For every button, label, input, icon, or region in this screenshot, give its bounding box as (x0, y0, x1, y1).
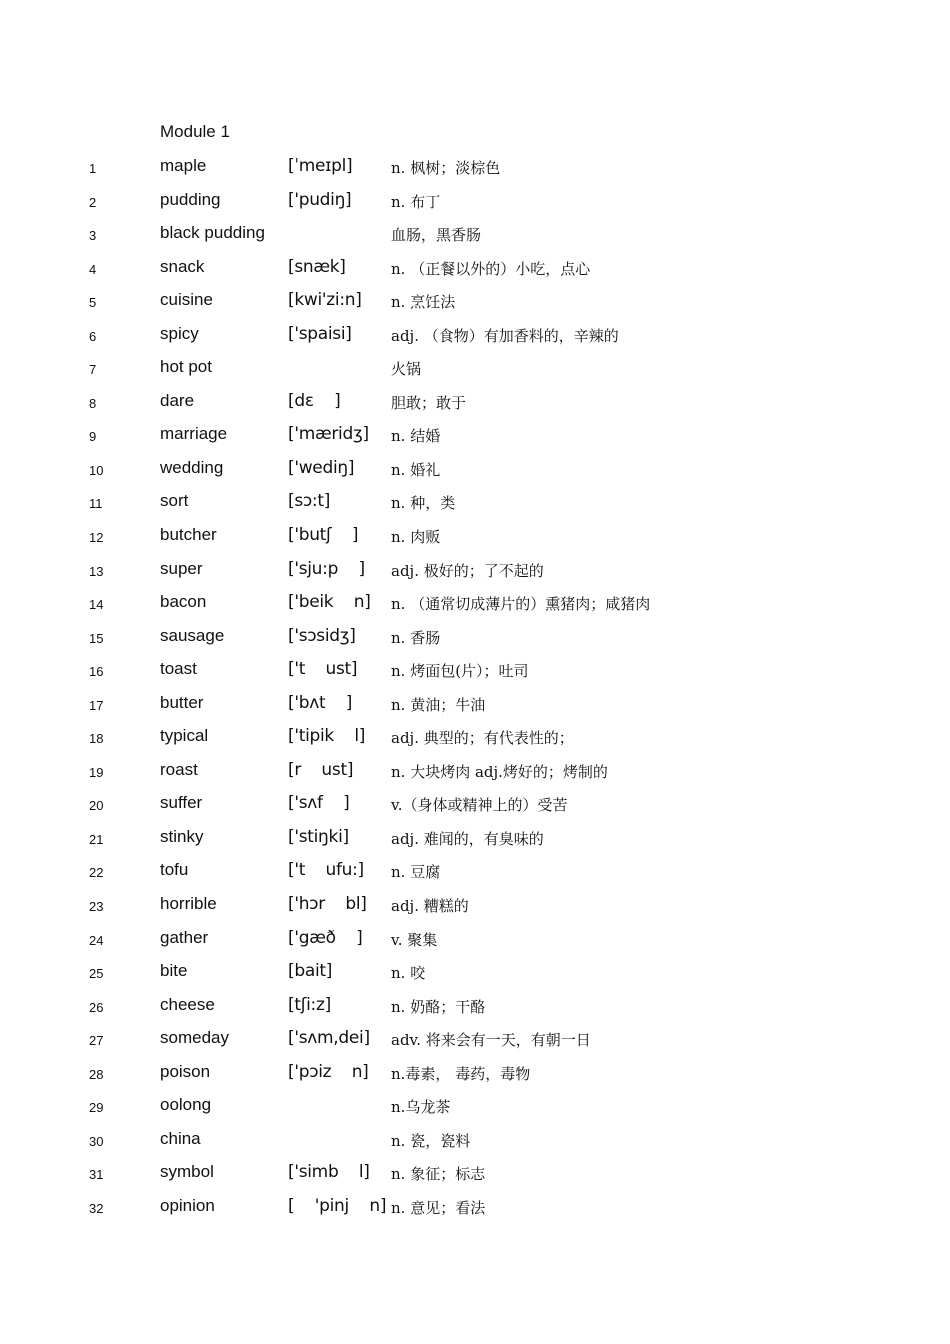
entry-phonetic: ['simb l] (288, 1162, 370, 1183)
entry-number: 9 (89, 429, 97, 445)
entry-number: 31 (89, 1167, 104, 1183)
entry-phonetic: [snæk] (288, 256, 346, 277)
vocab-row (0, 155, 950, 189)
entry-meaning: n. （正餐以外的）小吃，点心 (391, 259, 591, 278)
entry-number: 13 (89, 563, 104, 579)
entry-word: gather (160, 927, 209, 947)
entry-meaning: adj. 糟糕的 (391, 897, 469, 916)
entry-number: 3 (89, 228, 97, 244)
entry-word: stinky (160, 826, 204, 846)
entry-word: roast (160, 759, 198, 779)
entry-number: 8 (89, 395, 97, 411)
entry-word: hot pot (160, 357, 212, 377)
entry-phonetic: ['spaisi] (288, 323, 352, 344)
entry-word: typical (160, 726, 209, 746)
entry-phonetic: ['sju:p ] (288, 558, 365, 579)
entry-phonetic: ['sʌm,dei] (288, 1028, 370, 1049)
entry-number: 7 (89, 362, 97, 378)
vocab-row (0, 1027, 950, 1061)
entry-meaning: n. 烹饪法 (391, 293, 456, 312)
entry-word: snack (160, 256, 205, 276)
vocab-row (0, 289, 950, 323)
entry-word: opinion (160, 1195, 215, 1215)
entry-phonetic: ['beik n] (288, 592, 371, 613)
vocab-row (0, 323, 950, 357)
entry-meaning: 胆敢；敢于 (391, 393, 467, 412)
entry-phonetic: [r ust] (288, 759, 354, 780)
entry-meaning: n. 豆腐 (391, 863, 441, 882)
entry-word: symbol (160, 1162, 214, 1182)
entry-meaning: n. 婚礼 (391, 460, 441, 479)
entry-number: 24 (89, 932, 104, 948)
entry-phonetic: [ 'pinj n] (288, 1195, 387, 1216)
entry-meaning: adv. 将来会有一天，有朝一日 (391, 1031, 591, 1050)
entry-number: 5 (89, 295, 97, 311)
entry-word: super (160, 558, 203, 578)
entry-number: 26 (89, 999, 104, 1015)
vocab-row (0, 792, 950, 826)
entry-phonetic: [dɛ ] (288, 390, 341, 411)
entry-phonetic: ['pudiŋ] (288, 189, 352, 210)
entry-word: spicy (160, 323, 199, 343)
entry-word: tofu (160, 860, 189, 880)
vocab-row (0, 692, 950, 726)
entry-number: 21 (89, 831, 104, 847)
entry-meaning: n. 咬 (391, 964, 426, 983)
entry-number: 4 (89, 261, 97, 277)
entry-number: 16 (89, 664, 104, 680)
vocab-row (0, 390, 950, 424)
vocab-row (0, 1128, 950, 1162)
entry-meaning: n. 结婚 (391, 427, 441, 446)
entry-word: marriage (160, 424, 228, 444)
entry-phonetic: ['t ufu:] (288, 860, 364, 881)
entry-number: 25 (89, 966, 104, 982)
entry-number: 17 (89, 697, 104, 713)
vocab-row (0, 591, 950, 625)
entry-phonetic: ['sʌf ] (288, 793, 350, 814)
entry-word: toast (160, 659, 197, 679)
entry-word: wedding (160, 457, 224, 477)
vocab-row (0, 826, 950, 860)
entry-number: 19 (89, 764, 104, 780)
vocab-row (0, 725, 950, 759)
entry-phonetic: ['stiŋki] (288, 826, 349, 847)
entry-word: black pudding (160, 223, 265, 243)
entry-word: horrible (160, 894, 217, 914)
entry-meaning: v. 聚集 (391, 930, 438, 949)
entry-meaning: n. 黄油；牛油 (391, 695, 486, 714)
entry-meaning: n.乌龙茶 (391, 1098, 451, 1117)
entry-word: bite (160, 961, 188, 981)
entry-word: butcher (160, 525, 217, 545)
entry-phonetic: ['pɔiz n] (288, 1061, 369, 1082)
vocab-row (0, 524, 950, 558)
entry-word: china (160, 1128, 201, 1148)
vocab-row (0, 423, 950, 457)
vocab-row (0, 457, 950, 491)
vocab-row (0, 893, 950, 927)
vocab-row (0, 859, 950, 893)
entry-phonetic: ['wediŋ] (288, 457, 355, 478)
entry-phonetic: ['butʃ ] (288, 525, 359, 546)
entry-meaning: n. 象征；标志 (391, 1165, 486, 1184)
vocab-row (0, 960, 950, 994)
entry-number: 2 (89, 194, 97, 210)
entry-word: suffer (160, 793, 203, 813)
vocab-row (0, 1195, 950, 1229)
vocab-row (0, 625, 950, 659)
entry-number: 20 (89, 798, 104, 814)
entry-phonetic: ['mæridʒ] (288, 424, 369, 445)
entry-phonetic: [ˈmeɪpl] (288, 156, 353, 176)
entry-phonetic: ['hɔr bl] (288, 894, 367, 915)
vocab-row (0, 927, 950, 961)
entry-meaning: n. 布丁 (391, 192, 441, 211)
entry-meaning: n. 意见；看法 (391, 1198, 486, 1217)
entry-meaning: n. 瓷，瓷料 (391, 1131, 471, 1150)
vocab-row (0, 1061, 950, 1095)
entry-meaning: adj. 难闻的，有臭味的 (391, 829, 544, 848)
entry-number: 6 (89, 328, 97, 344)
entry-meaning: n. 大块烤肉 adj.烤好的；烤制的 (391, 762, 608, 781)
entry-word: cuisine (160, 290, 213, 310)
entry-number: 15 (89, 630, 104, 646)
entry-number: 28 (89, 1066, 104, 1082)
entry-word: bacon (160, 592, 207, 612)
vocab-row (0, 1161, 950, 1195)
entry-phonetic: [sɔ:t] (288, 491, 331, 512)
entry-meaning: adj. 极好的；了不起的 (391, 561, 544, 580)
entry-number: 1 (89, 161, 97, 176)
entry-meaning: 火锅 (391, 360, 422, 379)
vocab-row (0, 189, 950, 223)
entry-phonetic: ['gæð ] (288, 927, 363, 948)
entry-meaning: n. 枫树；淡棕色 (391, 159, 501, 177)
entry-meaning: adj. 典型的；有代表性的； (391, 729, 574, 748)
entry-phonetic: ['sɔsidʒ] (288, 625, 356, 646)
vocab-row (0, 222, 950, 256)
entry-phonetic: [kwi'zi:n] (288, 290, 362, 311)
entry-phonetic: ['t ust] (288, 659, 358, 680)
entry-word: sort (160, 491, 189, 511)
entry-word: butter (160, 692, 204, 712)
entry-meaning: n. 香肠 (391, 628, 441, 647)
entry-meaning: 血肠，黑香肠 (391, 226, 482, 245)
entry-number: 11 (89, 496, 103, 512)
entry-meaning: n. 种，类 (391, 494, 456, 513)
entry-number: 32 (89, 1200, 104, 1216)
entry-number: 14 (89, 597, 104, 613)
entry-phonetic: ['tipik l] (288, 726, 366, 747)
entry-meaning: n. 肉贩 (391, 528, 441, 547)
vocab-row (0, 759, 950, 793)
entry-meaning: adj. （食物）有加香料的，辛辣的 (391, 326, 619, 345)
entry-word: poison (160, 1061, 211, 1081)
entry-number: 23 (89, 899, 104, 915)
entry-number: 12 (89, 530, 104, 546)
page-title: Module 1 (160, 122, 230, 141)
entry-phonetic: [tʃi:z] (288, 994, 331, 1015)
vocab-row (0, 1094, 950, 1128)
entry-word: maple (160, 156, 207, 175)
entry-word: oolong (160, 1095, 212, 1115)
vocab-row (0, 994, 950, 1028)
entry-word: sausage (160, 625, 225, 645)
entry-meaning: v.（身体或精神上的）受苦 (391, 796, 568, 815)
entry-meaning: n. （通常切成薄片的）熏猪肉；咸猪肉 (391, 595, 651, 614)
vocab-row (0, 256, 950, 290)
entry-number: 10 (89, 462, 104, 478)
vocab-row (0, 490, 950, 524)
entry-number: 18 (89, 731, 104, 747)
entry-meaning: n. 奶酪；干酪 (391, 997, 486, 1016)
entry-number: 30 (89, 1133, 104, 1149)
vocab-row (0, 558, 950, 592)
vocab-row (0, 356, 950, 390)
entry-meaning: n.毒素， 毒药，毒物 (391, 1064, 531, 1083)
entry-word: dare (160, 390, 195, 410)
entry-word: someday (160, 1028, 229, 1048)
vocab-list (0, 155, 950, 1229)
entry-number: 29 (89, 1100, 104, 1116)
entry-phonetic: ['bʌt ] (288, 692, 353, 713)
entry-number: 27 (89, 1033, 104, 1049)
vocab-row (0, 658, 950, 692)
entry-number: 22 (89, 865, 104, 881)
entry-word: cheese (160, 994, 215, 1014)
entry-word: pudding (160, 189, 221, 209)
entry-phonetic: [bait] (288, 961, 333, 982)
entry-meaning: n. 烤面包(片）；吐司 (391, 662, 529, 681)
